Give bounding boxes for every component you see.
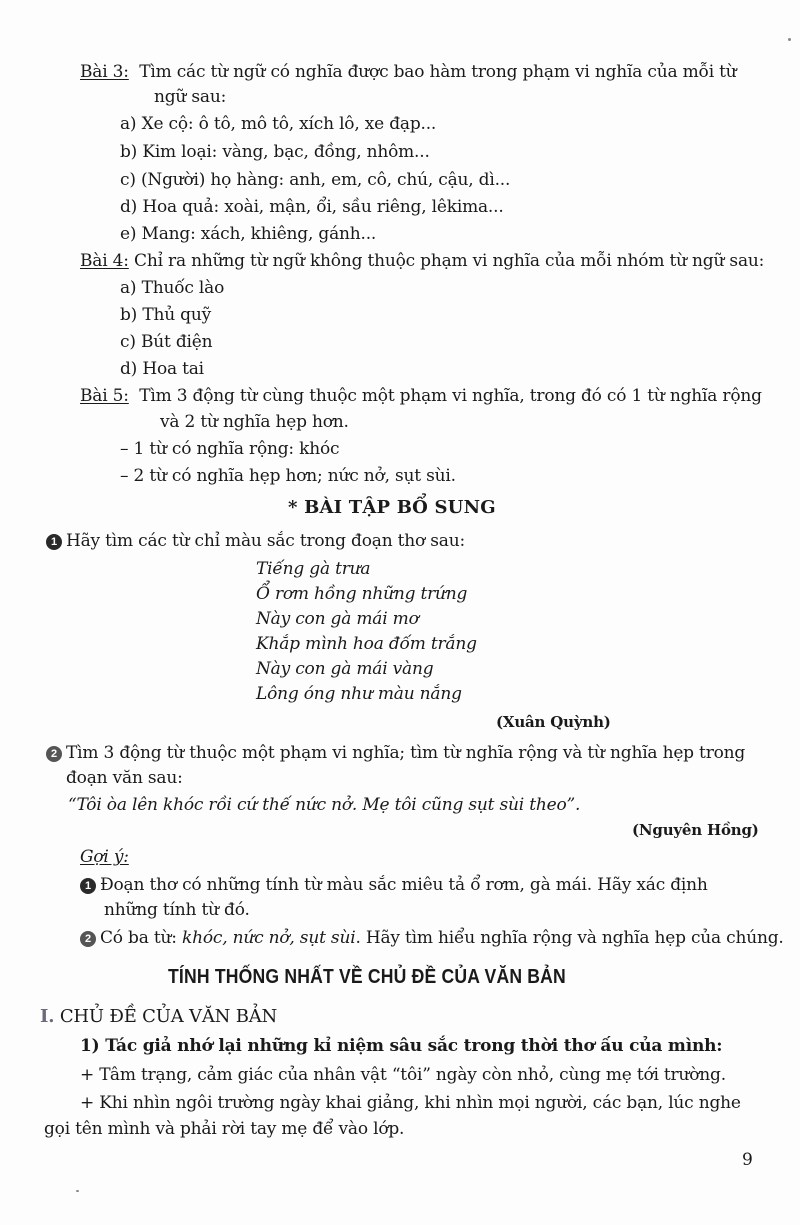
quote-author: (Nguyên Hồng) bbox=[632, 821, 759, 839]
circled-number-1-icon: 1 bbox=[80, 878, 96, 894]
poem-line-3: Này con gà mái mơ bbox=[256, 609, 419, 629]
exercise-5-line1 bbox=[80, 384, 762, 408]
circled-number-2-icon: 2 bbox=[80, 931, 96, 947]
exercise-3-item-b: b) Kim loại: vàng, bạc, đồng, nhôm... bbox=[120, 142, 430, 162]
section-title: TÍNH THỐNG NHẤT VỀ CHỦ ĐỀ CỦA VĂN BẢN bbox=[168, 966, 566, 988]
hint-1-line2: những tính từ đó. bbox=[104, 900, 250, 920]
exercise-4-text: Chỉ ra những từ ngữ không thuộc phạm vi nghĩa của mỗi nhóm từ ngữ sau: bbox=[134, 251, 765, 271]
point-1: 1) Tác giả nhớ lại những kỉ niệm sâu sắc trong thời thơ ấu của mình: bbox=[80, 1036, 723, 1056]
exercise-4-item-c: c) Bút điện bbox=[120, 332, 213, 352]
subsection-heading bbox=[40, 1005, 277, 1029]
supplementary-title: * BÀI TẬP BỔ SUNG bbox=[288, 497, 496, 518]
bullet-2: + Khi nhìn ngôi trường ngày khai giảng, khi nhìn mọi người, các bạn, lúc nghe bbox=[80, 1093, 741, 1113]
supplementary-q1 bbox=[46, 529, 465, 553]
scan-speck bbox=[76, 1190, 79, 1192]
poem-line-5: Này con gà mái vàng bbox=[256, 659, 434, 679]
exercise-3-label: Bài 3: bbox=[80, 62, 129, 82]
supplementary-q2-line1 bbox=[46, 741, 745, 765]
supplementary-q2-quote: “Tôi òa lên khóc rồi cứ thế nức nở. Mẹ tôi cũng sụt sùi theo”. bbox=[68, 795, 581, 815]
bullet-1: + Tâm trạng, cảm giác của nhân vật “tôi” ngày còn nhỏ, cùng mẹ tới trường. bbox=[80, 1065, 726, 1085]
exercise-5-item-1: – 1 từ có nghĩa rộng: khóc bbox=[120, 439, 340, 459]
subsection-title: CHỦ ĐỀ CỦA VĂN BẢN bbox=[59, 1006, 278, 1027]
supplementary-q2-text: Tìm 3 động từ thuộc một phạm vi nghĩa; tìm từ nghĩa rộng và từ nghĩa hẹp trong bbox=[66, 743, 746, 763]
exercise-3-item-d: d) Hoa quả: xoài, mận, ổi, sầu riêng, lêkima... bbox=[120, 197, 504, 217]
exercise-3-line2: ngữ sau: bbox=[154, 87, 227, 107]
supplementary-q2-line2: đoạn văn sau: bbox=[66, 768, 183, 788]
exercise-3-item-c: c) (Người) họ hàng: anh, em, cô, chú, cậu, dì... bbox=[120, 170, 511, 190]
exercise-4-item-a: a) Thuốc lào bbox=[120, 278, 225, 298]
exercise-3-text: Tìm các từ ngữ có nghĩa được bao hàm trong phạm vi nghĩa của mỗi từ bbox=[139, 62, 737, 82]
bullet-2-continued: gọi tên mình và phải rời tay mẹ để vào lớp. bbox=[44, 1119, 405, 1139]
exercise-4-item-b: b) Thủ quỹ bbox=[120, 305, 211, 325]
roman-numeral: I. bbox=[40, 1006, 55, 1027]
exercise-4-label: Bài 4: bbox=[80, 251, 129, 271]
poem-line-6: Lông óng như màu nắng bbox=[256, 684, 462, 704]
exercise-5-text: Tìm 3 động từ cùng thuộc một phạm vi nghĩa, trong đó có 1 từ nghĩa rộng bbox=[139, 386, 762, 406]
exercise-5-item-2: – 2 từ có nghĩa hẹp hơn; nức nở, sụt sùi. bbox=[120, 466, 456, 486]
exercise-3-item-a: a) Xe cộ: ô tô, mô tô, xích lô, xe đạp... bbox=[120, 114, 437, 134]
supplementary-q1-text: Hãy tìm các từ chỉ màu sắc trong đoạn thơ sau: bbox=[66, 531, 466, 551]
exercise-4-item-d: d) Hoa tai bbox=[120, 359, 204, 379]
exercise-5-line2: và 2 từ nghĩa hẹp hơn. bbox=[160, 412, 349, 432]
poem-author: (Xuân Quỳnh) bbox=[496, 713, 611, 731]
hint-2: 2 Có ba từ: khóc, nức nở, sụt sùi. Hãy tìm hiểu nghĩa rộng và nghĩa hẹp của chúng. bbox=[80, 926, 784, 950]
hint-1-line1: 1 Đoạn thơ có những tính từ màu sắc miêu tả ổ rơm, gà mái. Hãy xác định bbox=[80, 873, 708, 897]
poem-line-2: Ổ rơm hồng những trứng bbox=[256, 584, 468, 604]
circled-number-2-icon: 2 bbox=[46, 746, 62, 762]
scan-speck bbox=[788, 38, 791, 41]
exercise-3-item-e: e) Mang: xách, khiêng, gánh... bbox=[120, 224, 377, 244]
exercise-5-label: Bài 5: bbox=[80, 386, 129, 406]
exercise-3-line1 bbox=[80, 60, 737, 84]
page-number: 9 bbox=[742, 1150, 753, 1170]
hint-label: Gợi ý: bbox=[80, 847, 129, 867]
poem-line-1: Tiếng gà trưa bbox=[256, 559, 371, 579]
exercise-4-line1 bbox=[80, 249, 764, 273]
poem-line-4: Khắp mình hoa đốm trắng bbox=[256, 634, 477, 654]
circled-number-1-icon: 1 bbox=[46, 534, 62, 550]
